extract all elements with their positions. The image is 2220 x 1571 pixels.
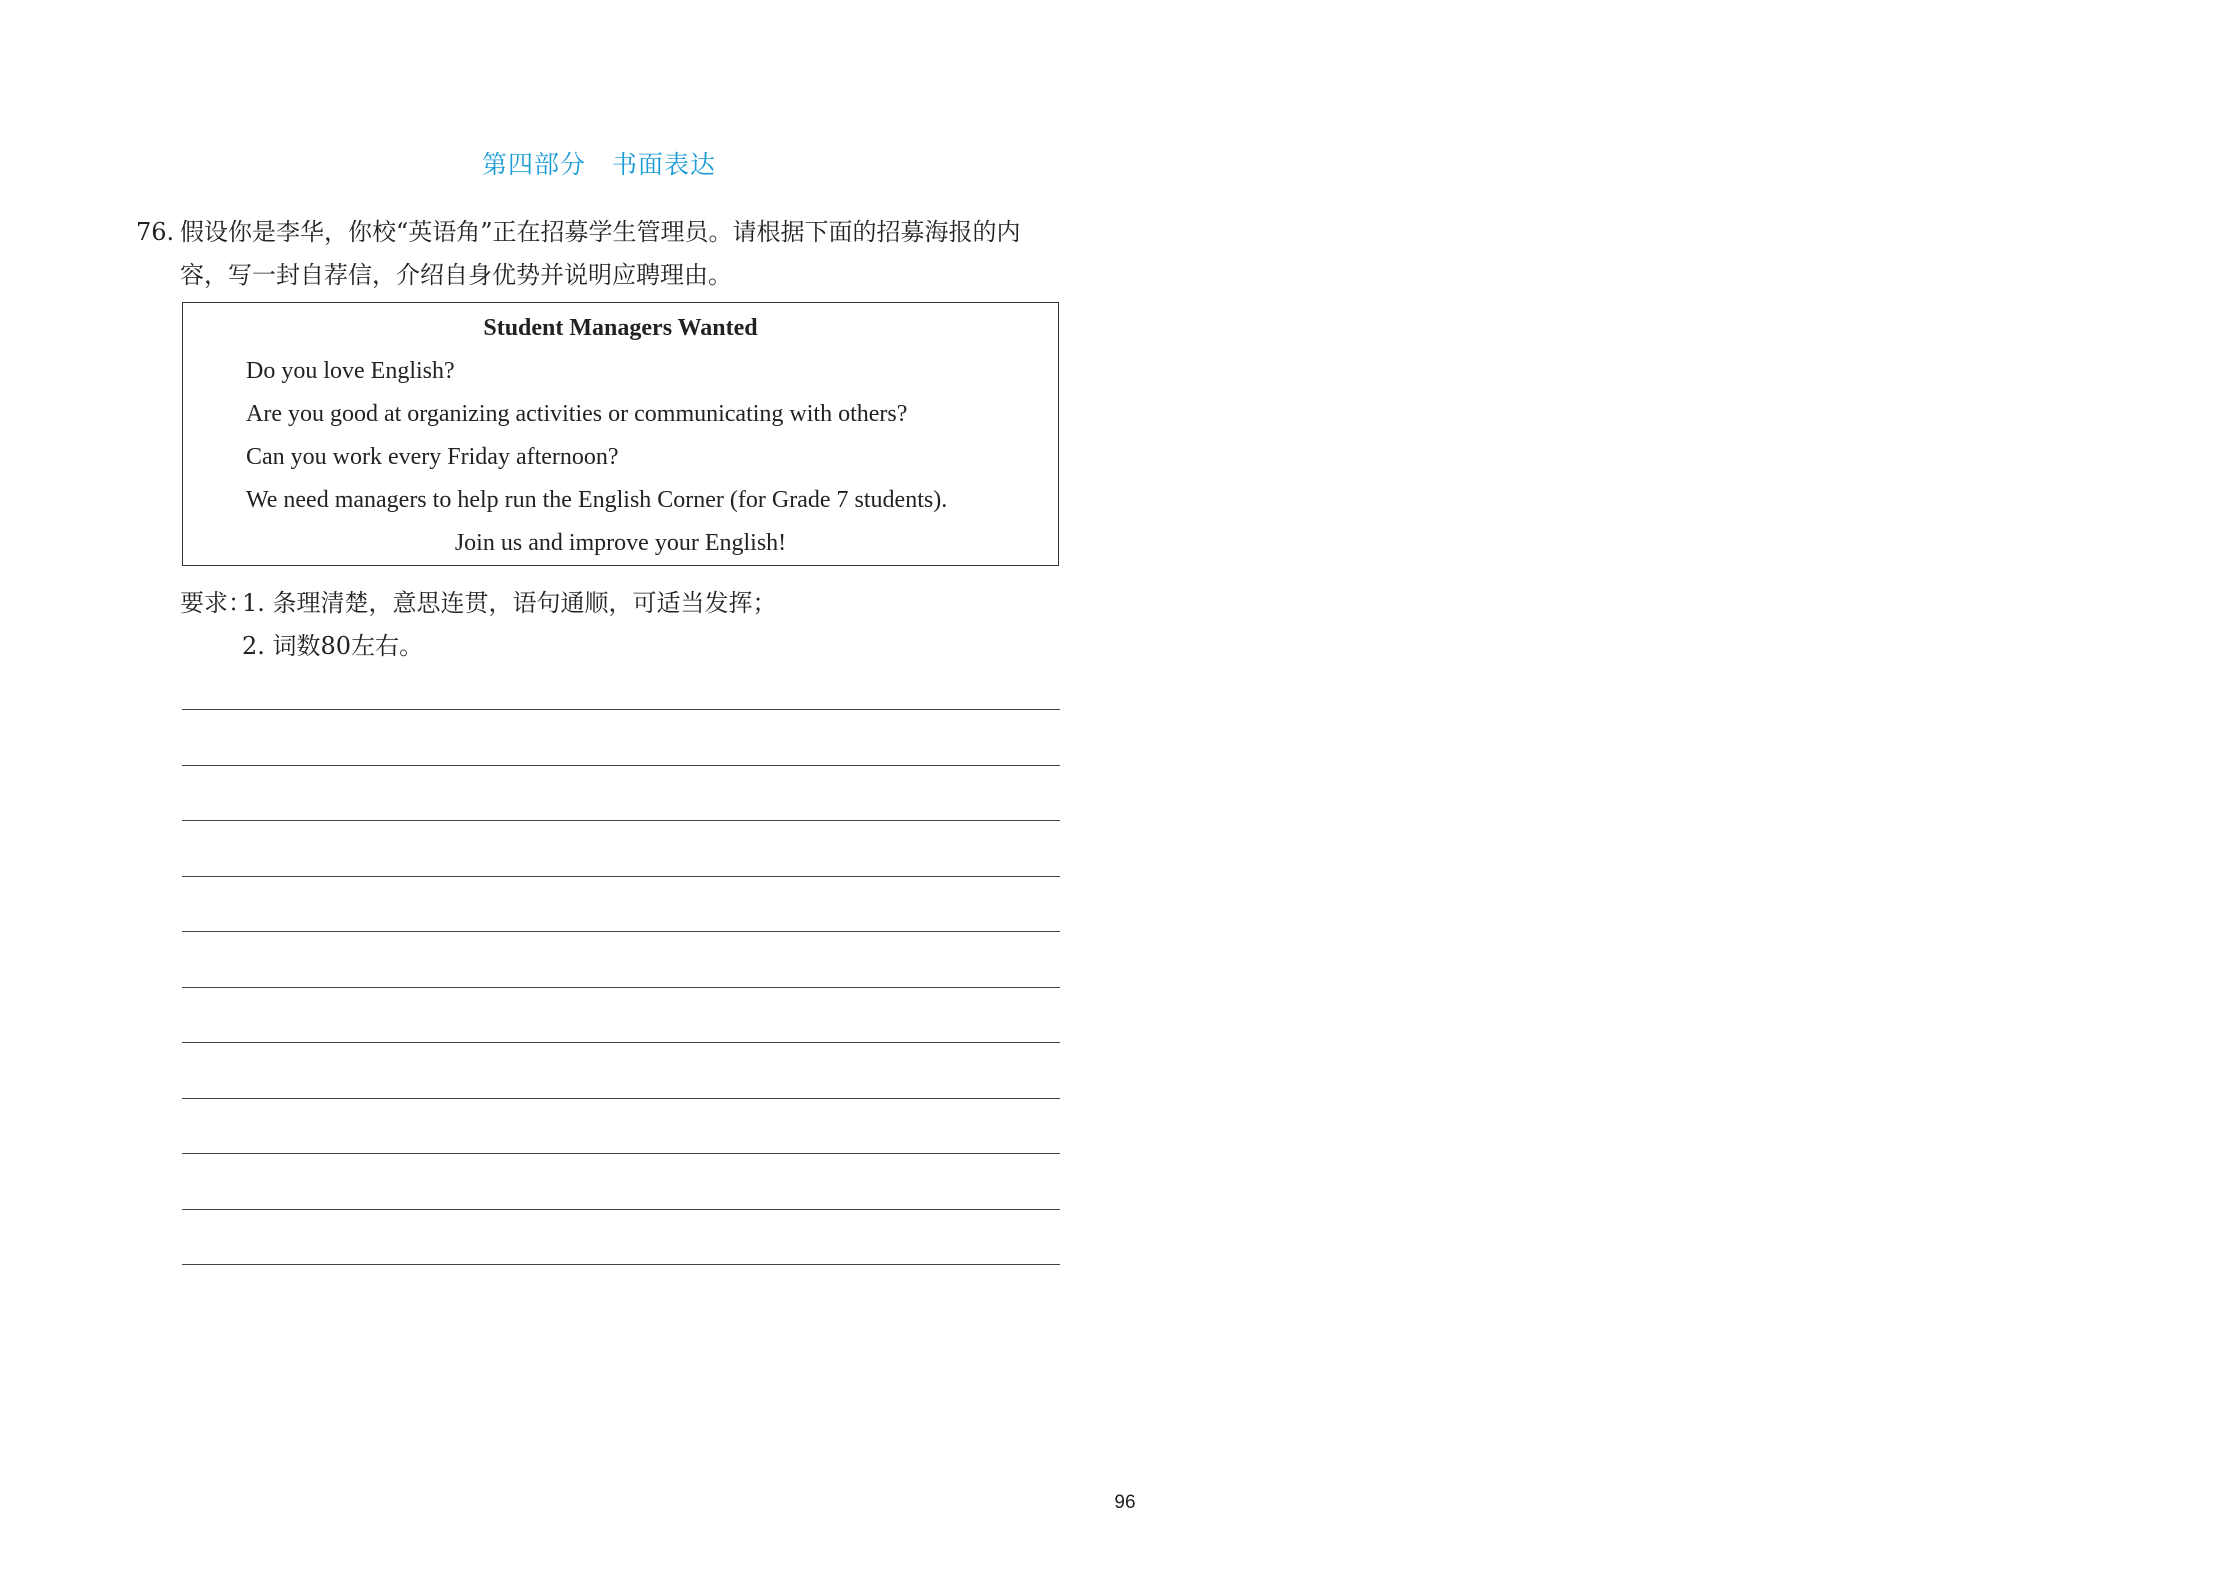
answer-line[interactable]	[182, 820, 1060, 821]
question-prompt: 假设你是李华，你校“英语角”正在招募学生管理员。请根据下面的招募海报的内容，写一封自荐信，介绍自身优势并说明应聘理由。	[180, 218, 1021, 289]
answer-line[interactable]	[182, 1098, 1060, 1099]
answer-line[interactable]	[182, 1153, 1060, 1154]
answer-line[interactable]	[182, 931, 1060, 932]
poster-line: We need managers to help run the English Corner (for Grade 7 students).	[246, 487, 948, 513]
answer-line[interactable]	[182, 1042, 1060, 1043]
poster-line: Are you good at organizing activities or communicating with others?	[246, 401, 908, 427]
answer-line[interactable]	[182, 1264, 1060, 1265]
answer-line[interactable]	[182, 765, 1060, 766]
poster-line: Can you work every Friday afternoon?	[246, 444, 619, 470]
page-number: 96	[1114, 1492, 1136, 1513]
poster-line: Do you love English?	[246, 358, 455, 384]
requirements-label: 要求：	[180, 589, 252, 617]
question-block	[136, 211, 1066, 297]
poster-title: Student Managers Wanted	[483, 315, 758, 341]
recruitment-poster	[182, 302, 1059, 566]
answer-line[interactable]	[182, 709, 1060, 710]
poster-closing: Join us and improve your English!	[454, 530, 787, 556]
requirement-item: 2. 词数80左右。	[242, 632, 424, 660]
question-number: 76.	[136, 218, 175, 246]
answer-line[interactable]	[182, 1209, 1060, 1210]
answer-line[interactable]	[182, 987, 1060, 988]
answer-line[interactable]	[182, 876, 1060, 877]
section-title: 第四部分 书面表达	[481, 150, 716, 179]
requirement-item: 1. 条理清楚，意思连贯，语句通顺，可适当发挥；	[242, 589, 777, 617]
